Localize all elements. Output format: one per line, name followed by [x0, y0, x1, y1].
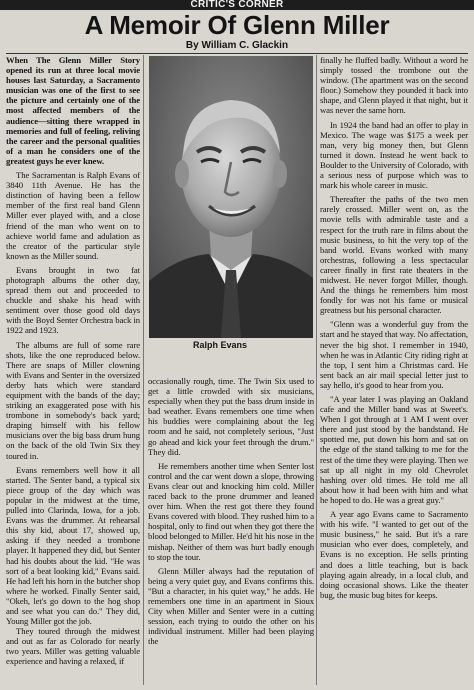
byline: By William C. Glackin [185, 40, 289, 51]
article-column-2 [148, 376, 314, 646]
article-column-1 [6, 55, 140, 667]
paragraph: The Sacramentan is Ralph Evans of 3840 11th Avenue. He has the distinction of having been a fellow member of the first real band Glenn Miller ever played with, and a close friend of the man who went on to achieve world fame and adulation as the creator of the particular style known as the Miller sound. [6, 170, 140, 261]
paragraph: A year ago Evans came to Sacramento with his wife. "I wanted to get out of the music business," he said. But it's a rare musician who ever does, completely, and Evans is no exception. He sells printing and does a little teaching, but is back playing again already, in a local club, and doing occasional shows. Like the theater bug, the music bug bites for keeps. [320, 509, 468, 600]
paragraph: finally he fluffed badly. Without a word he simply tossed the trombone out the window. (The apartment was on the second floor.) Somehow they pounded it back into shape, and Glenn played it that night, but it was never the same horn. [320, 55, 468, 116]
paragraph: Glenn Miller always had the reputation of being a very quiet guy, and Evans confirms this. "But a character, in his quiet way," he adds. He remembers one time in an apartment in Sioux City when Miller and Senter were in a cutting session, each trying to outdo the other on his individual instrument. Miller had been playing the [148, 565, 314, 647]
paragraph: Evans remembers well how it all started. The Senter band, a typical six piece group of the day which was popular in the midwest at the time, pulled into Clarinda, Iowa, for a job. Evans was the drummer. At rehearsal this shy kid, about 17, showed up, asking if they needed a trombone player. It happened they did, but Senter had his doubts about the kid. "He was sort of a beat looking kid," Evans said. He had left his horn in the butcher shop where he worked. Finally Senter said, "Okeh, let's go down to the hog shop and see what you can do." They did, Young Miller got the job. [6, 464, 140, 627]
paragraph: He remembers another time when Senter lost control and the car went down a slope, throwing Evans clear out and knocking him cold. Miller raced back to the prone drummer and leaned over him. When the rest got there they found Evans covered with blood. They rushed him to a hospital, only to find out when they got there the blood belonged to Miller. He'd hit his nose in the mishap. Neither of them was hurt badly enough to stop the tour. [148, 460, 314, 562]
headline: A Memoir Of Glenn Miller [84, 10, 390, 40]
column-divider [143, 55, 144, 685]
paragraph: "A year later I was playing an Oakland cafe and the Miller band was at Sweet's. When I got through at 1 AM I went over there and just stood by the bandstand. He spotted me, put down his horn and sat on the edge of the stand talking to me for the rest of the time they were playing. Then we sat up all night in my old Chevrolet hashing over old times. He told me all about how it had been with him and what he hoped to do. He was a great guy." [320, 394, 468, 505]
paragraph: Thereafter the paths of the two men rarely crossed. Miller went on, as the movie tells with admirable taste and a respect for the truth rare in films about the music business, to hit the very top of the band world. Evans worked with many orchestras, following a less spectacular career finally in first rate theaters in the midwest. He never forgot Miller, though. And the things he remembers him most fondly for was not his fame or musical greatness but his personal character. [320, 194, 468, 316]
photo-caption: Ralph Evans [193, 340, 248, 350]
paragraph: The albums are full of some rare shots, like the one reproduced below. There are snaps of Miller clowning with Evans and Senter in the oversized derby hats which were standard equipment with the bands of the day; striking an exaggerated pose with his trombone in somebody's back yard; draping himself with his fellow musicians over the big bass drum hung on the back of the old Twin Six they toured in. [6, 339, 140, 461]
article-column-3 [320, 55, 468, 600]
header-rule [6, 53, 468, 54]
section-label: CRITIC'S CORNER [182, 0, 292, 10]
portrait-photo [149, 56, 313, 338]
paragraph: In 1924 the band had an offer to play in Mexico. The wage was $175 a week per man, very big money then, but Glenn turned it down. Instead he went back to Boulder to the University of Colorado, with a serious ness of purpose which was to mark his whole career in music. [320, 119, 468, 191]
lead-paragraph: When The Glenn Miller Story opened its run at three local movie houses last Saturday, a Sacramento musician was one of the first to see the picture and certainly one of the most affected members of the audience—sitting there wrapped in memories and full of feeling, reliving the career and the personal qualities of a man he considers one of the greatest guys he ever knew. [6, 55, 140, 166]
column-divider [316, 55, 317, 685]
paragraph: They toured through the midwest and out as far as Colorado for nearly two years. Miller was getting valuable experience and having a relaxed, if [6, 626, 140, 667]
paragraph: "Glenn was a wonderful guy from the start and he stayed that way. No affectation, never the big shot. I remember in 1940, when he was in Atlantic City riding right at the top, I sent him a Christmas card. He sent back an air mail special letter just to say hello, it's good to hear from you. [320, 319, 468, 390]
paragraph: occasionally rough, time. The Twin Six used to get a little crowded with six musicians, especially when they put the bass drum inside in bad weather. Evans remembers one time when his buddies were complaining about the leg room and he said, not completely serious, "Just go ahead and kick your feet through the drum." They did. [148, 376, 314, 457]
paragraph: Evans brought in two fat photograph albums the other day, spread them out and proceeded to chuckle and shake his head with sentiment over those good old days with the Boyd Senter Orchestra back in 1922 and 1923. [6, 264, 140, 336]
portrait-image [149, 56, 313, 338]
